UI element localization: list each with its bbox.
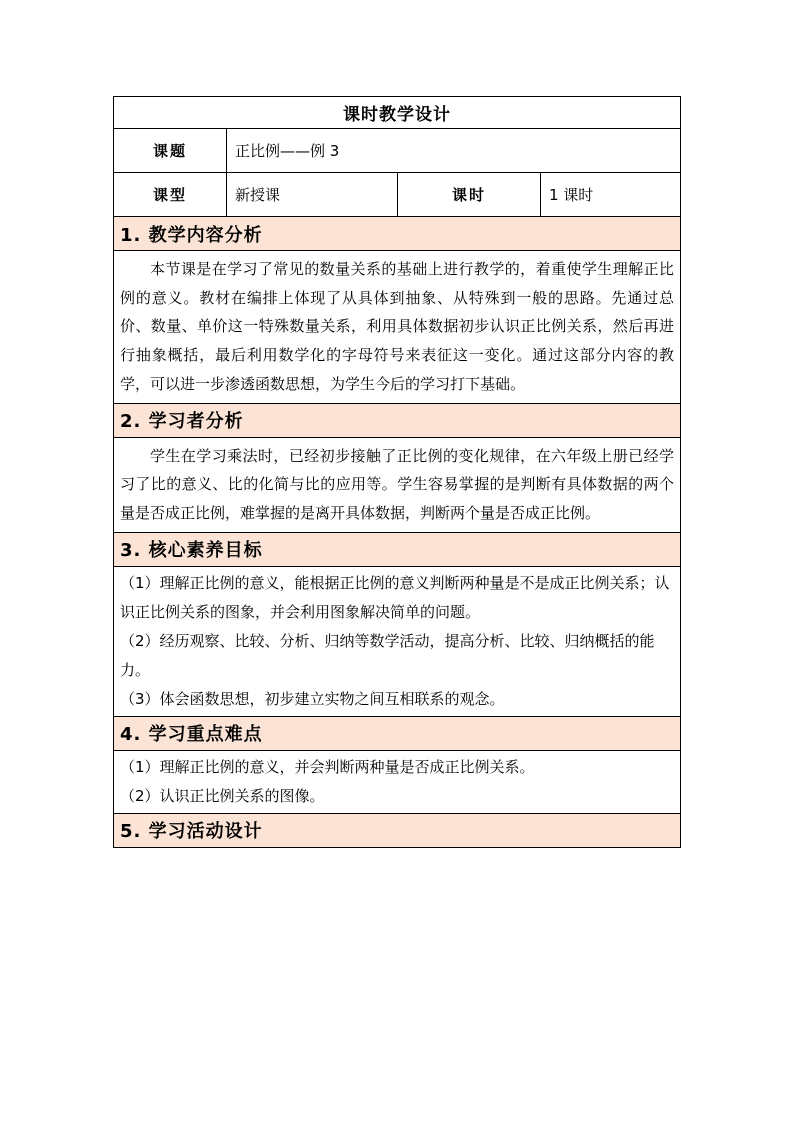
- list-item: （2）认识正比例关系的图像。: [120, 786, 325, 805]
- title-row: [114, 97, 681, 129]
- section-heading-row: [114, 403, 681, 437]
- lesson-design-sheet: [113, 96, 680, 848]
- section-heading: 2. 学习者分析: [114, 403, 681, 437]
- topic-row: [114, 129, 681, 173]
- type-value: 新授课: [227, 173, 398, 217]
- section-body-row: [114, 251, 681, 404]
- section-heading: 1. 教学内容分析: [114, 217, 681, 251]
- section-heading: 5. 学习活动设计: [114, 813, 681, 847]
- type-row: [114, 173, 681, 217]
- section-body: [114, 750, 681, 813]
- section-heading-row: [114, 716, 681, 750]
- paragraph: 学生在学习乘法时，已经初步接触了正比例的变化规律，在六年级上册已经学习了比的意义、比的化简与比的应用等。学生容易掌握的是判断有具体数据的两个量是否成正比例，难掌握的是离开具体数据，判断两个量是否成正比例。: [120, 446, 674, 522]
- section-heading: 3. 核心素养目标: [114, 532, 681, 566]
- list-item: （1）理解正比例的意义，并会判断两种量是否成正比例关系。: [120, 757, 535, 776]
- topic-label: 课题: [114, 129, 227, 173]
- list-item: （2）经历观察、比较、分析、归纳等数学活动，提高分析、比较、归纳概括的能力。: [120, 631, 655, 679]
- type-label: 课型: [114, 173, 227, 217]
- period-label: 课时: [398, 173, 541, 217]
- lesson-design-table: [113, 96, 681, 848]
- list-item: （3）体会函数思想，初步建立实物之间互相联系的观念。: [120, 689, 505, 708]
- document-title: 课时教学设计: [114, 97, 681, 129]
- section-body-row: [114, 566, 681, 716]
- section-heading-row: [114, 813, 681, 847]
- section-body: [114, 437, 681, 532]
- section-heading: 4. 学习重点难点: [114, 716, 681, 750]
- topic-value: 正比例——例 3: [227, 129, 681, 173]
- section-body-row: [114, 750, 681, 813]
- paragraph: 本节课是在学习了常见的数量关系的基础上进行教学的，着重使学生理解正比例的意义。教材在编排上体现了从具体到抽象、从特殊到一般的思路。先通过总价、数量、单价这一特殊数量关系，利用具体数据初步认识正比例关系，然后再进行抽象概括，最后利用数学化的字母符号来表征这一变化。通过这部分内容的教学，可以进一步渗透函数思想，为学生今后的学习打下基础。: [120, 260, 674, 393]
- section-body: [114, 566, 681, 716]
- section-body-row: [114, 437, 681, 532]
- period-value: 1 课时: [541, 173, 681, 217]
- section-heading-row: [114, 217, 681, 251]
- section-body: [114, 251, 681, 404]
- section-heading-row: [114, 532, 681, 566]
- list-item: （1）理解正比例的意义，能根据正比例的意义判断两种量是不是成正比例关系；认识正比例关系的图象，并会利用图象解决简单的问题。: [120, 573, 670, 621]
